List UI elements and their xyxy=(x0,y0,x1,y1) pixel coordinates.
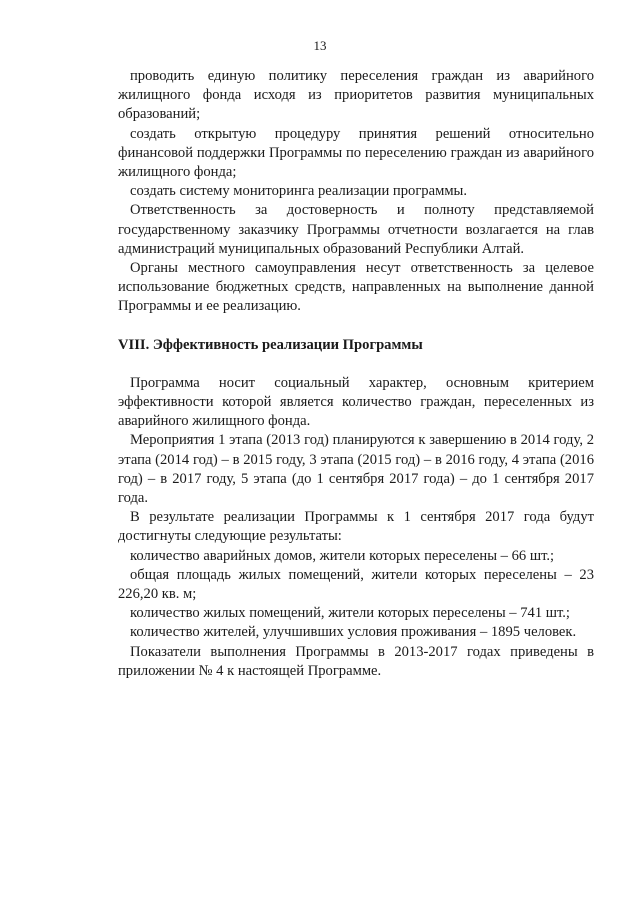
paragraph: Показатели выполнения Программы в 2013-2017 годах приведены в приложении № 4 к настоящей Программе. xyxy=(118,643,594,679)
paragraph: создать открытую процедуру принятия решений относительно финансовой поддержки Программы по переселению граждан из аварийного жилищного фонда; xyxy=(118,125,594,181)
paragraph: проводить единую политику переселения граждан из аварийного жилищного фонда исходя из приоритетов развития муниципальных образований; xyxy=(118,68,594,123)
paragraph: Программа носит социальный характер, основным критерием эффективности которой является количество граждан, переселенных из аварийного жилищного фонда. xyxy=(118,374,594,430)
paragraph: В результате реализации Программы к 1 сентября 2017 года будут достигнуты следующие результаты: xyxy=(118,509,594,545)
paragraph: Ответственность за достоверность и полноту представляемой государственному заказчику Программы отчетности возлагается на глав администраций муниципальных образований Республики Алтай. xyxy=(118,202,594,257)
result-item: количество жилых помещений, жители которых переселены – 741 шт.; xyxy=(130,605,570,622)
paragraph: Мероприятия 1 этапа (2013 год) планируются к завершению в 2014 году, 2 этапа (2014 год) – в 2015 году, 3 этапа (2015 год) – в 2016 году, 4 этапа (2016 год) – в 2017 году, 5 этапа (до 1 сентября 2017 года) – до 1 сентября 2017 года. xyxy=(118,432,594,507)
section-title: VIII. Эффективность реализации Программы xyxy=(118,336,423,353)
result-item: количество жителей, улучшивших условия проживания – 1895 человек. xyxy=(130,624,577,641)
document-body xyxy=(118,67,594,681)
page-number: 13 xyxy=(313,38,327,53)
result-item: количество аварийных домов, жители которых переселены – 66 шт.; xyxy=(130,547,555,564)
paragraph: создать систему мониторинга реализации программы. xyxy=(130,183,468,200)
result-item: общая площадь жилых помещений, жители которых переселены – 23 226,20 кв. м; xyxy=(118,566,594,603)
paragraph: Органы местного самоуправления несут ответственность за целевое использование бюджетных средств, направленных на выполнение данной Программы и ее реализацию. xyxy=(118,260,594,315)
